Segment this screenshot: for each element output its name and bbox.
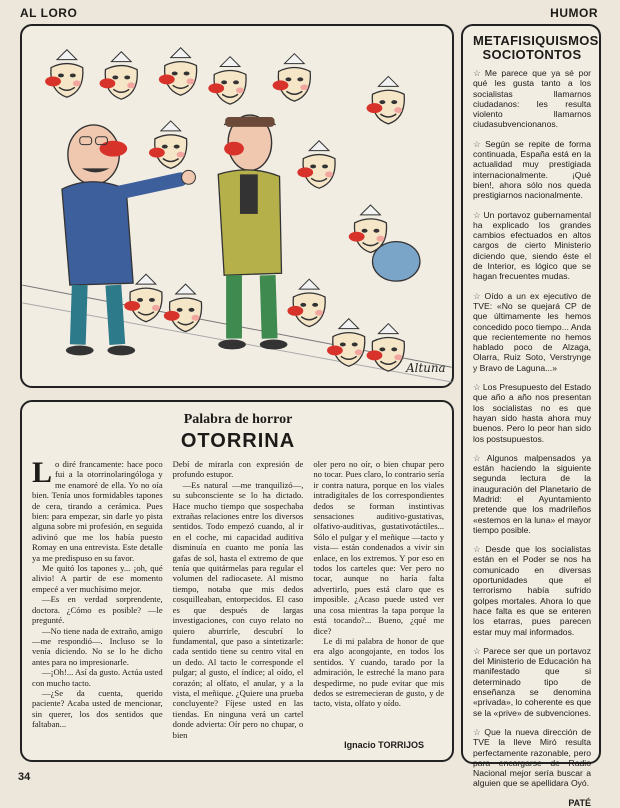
article-paragraph: —¡Oh!... Así da gusto. Actúa usted con mucho tacto. (32, 667, 163, 688)
sidebar-item: ☆ Algunos malpensados ya están haciendo la siguiente segunda lectura de la inauguración del Planetario de Madrid: el Ayuntamiento pretende que los madrileños «estemos en la luna» el mayor tiempo posible. (473, 452, 591, 535)
sidebar-title: METAFISIQUISMOS SOCIOTONTOS (473, 33, 599, 62)
sidebar-column (461, 24, 601, 808)
page-number: 34 (18, 771, 31, 783)
star-icon: ☆ (473, 544, 484, 555)
sidebar-item: ☆ Oído a un ex ejecutivo de TVE: «No se quejará CP de que últimamente les hemos concedido poco tiempo... Anda que recientemente no hemos hablado poco de Alzaga, Olarra, Ruiz Soto, Verstrynge y Bravo de Laguna...» (473, 290, 591, 373)
article-column-1 (32, 456, 163, 740)
article-paragraph: —No tiene nada de extraño, amigo —me respondió—. Incluso se lo venía diciendo. No se lo he dicho antes para no impresionarle. (32, 625, 163, 667)
sidebar-item: ☆ Según se repite de forma continuada, España está en la actualidad muy prestigiada internacionalmente. ¡Qué bien!, ahora sólo nos queda prestigiarnos nacionalmente. (473, 138, 591, 201)
article-paragraph: Le di mi palabra de honor de que era algo acongojante, en todos los sentidos. Y cuando, tarado por la admiración, le estreché la mano para despedirme, no pude evitar que mis dedos se estremecieran de gusto, y de tacto, vista, olfato y oído. (313, 635, 445, 709)
drop-cap: L (32, 456, 53, 489)
sidebar-item: ☆ Que la nueva dirección de TVE la lleve Miró resulta perfectamente razonable, pero para encargarse de Radio Nacional mejor sería buscar a alguien que se apellidara Oyó. (473, 726, 591, 789)
sidebar-item: ☆ Me parece que ya sé por qué les gusta tanto a los socialistas llamarnos ciudadanos: les resulta violento llamarnos ciudasubvencionanos. (473, 68, 591, 130)
article-columns (32, 456, 445, 740)
sidebar-item: ☆ Desde que los socialistas están en el Poder se nos ha comunicado en diversas oportunidades que el terrorismo había sufrido golpes mortales. Ahora lo que hace falta es que se enteren los etarras, pues parecen estar muy mal informados. (473, 544, 591, 637)
article-signature: Ignacio TORRIJOS (344, 740, 424, 750)
star-icon: ☆ (473, 290, 483, 301)
article-column-3 (313, 459, 444, 740)
cartoon-signature: Altuna (406, 361, 446, 376)
star-icon: ☆ (473, 68, 483, 78)
sidebar-signature: PATÉ (568, 797, 591, 808)
star-icon: ☆ (473, 138, 484, 149)
article-kicker: Palabra de horror (183, 412, 293, 427)
star-icon: ☆ (473, 209, 482, 220)
article-title: OTORRINA (180, 430, 296, 452)
section-label: AL LORO (20, 6, 78, 20)
article-box (20, 400, 454, 762)
star-icon: ☆ (473, 726, 483, 737)
sidebar-item: ☆ Los Presupuesto del Estado que año a año nos presentan los socialistas no es que hayan sido hasta ahora muy buenos. Pero lo peor han sido los postsupuestos. (473, 382, 591, 444)
article-paragraph: Me quitó los tapones y... ¡oh, qué alivio! A partir de ese momento empecé a ver muchísimo mejor. (32, 563, 163, 594)
star-icon: ☆ (473, 645, 482, 656)
section-label-humor: HUMOR (550, 6, 598, 20)
star-icon: ☆ (473, 452, 485, 463)
sidebar-item: ☆ Un portavoz gubernamental ha explicado los grandes cambios efectuados en altos cargos de cierto Ministerio diciendo que, siendo éste el de Interior, es lógico que se hagan frecuentes mudas. (473, 209, 591, 282)
article-paragraph: —¿Se da cuenta, querido paciente? Acaba usted de mencionar, sin querer, los dos sentidos que faltaban... (32, 687, 163, 730)
article-paragraph: —Es natural —me tranquilizó—, su subconsciente se lo ha dictado. Hace mucho tiempo que sospechaba extrañas relaciones entre los diversos sentidos. Todo empezó cuando, al ir en el coche, mi capacidad auditiva disminuía en cuanto me ponía las gafas de sol, hasta el extremo de que tenía que quitármelas para regular el volumen del radiocasete. Al mismo tiempo, notaba que mis dedos cosquilleaban, entorpecidos. El caso es que después de largas investigaciones, con cuyo relato no quiero aburrirle, descubrí lo fundamental, que paso a sintetizarle: cada sentido tiene su centro vital en un dedo. Al tacto le corresponde el pulgar; al gusto, el índice; al oído, el corazón; al olfato, el anular, y a la vista, el meñique. ¿Quiere una prueba concluyente? Fíjese usted en las tiendas. En ninguna verá un cartel donde advierta: Oír pero no chupar, o bien (172, 479, 304, 740)
sidebar-item: ☆ Parece ser que un portavoz del Ministerio de Educación ha manifestado que si determinado tipo de enseñanza se denomina «privada», lo coherente es que se la «prive» de subvenciones. (473, 645, 592, 718)
cartoon-panel (20, 24, 454, 388)
article-paragraph: —Es en verdad sorprendente, doctora. ¿Cómo es posible? —le pregunté. (32, 594, 163, 626)
article-paragraph: oler pero no oír, o bien chupar pero no tocar. Pues claro, lo contrario sería ir contra natura, porque en los viales intradigitales de los correspondientes dedos se forman instintivas sensaciones auditivo-gustativas, olfativo-auditivas, gustativotáctiles... Sólo el pulgar y el meñique —tacto y vista— están condenados a vivir sin enlace, en los extremos. Y por eso en todos los carteles que: Ver pero no tocar, aunque no haría falta advertirlo, pues está claro que es imposible. ¿Acaso puede usted ver una cosa mientras la tapa porque la está tocando?... Bueno, ¿qué me dice? (313, 459, 445, 636)
article-paragraph: Debí de mirarla con expresión de profundo estupor. (172, 459, 304, 480)
star-icon: ☆ (473, 382, 481, 393)
article-column-2 (173, 459, 304, 740)
man-right (218, 115, 287, 349)
cartoon-illustration (22, 26, 452, 386)
article-paragraph: Lo diré francamente: hace poco fui a la otorrinolaringóloga y me enamoré de ella. Yo no oía bien. Tenía unos formidables tapones de cera, tirando a cerámica. Pues bien: para empezar, sin darle yo pista alguna sobre mi profesión, en seguida adivinó que me los había puesto Romay en una entrevista. Este detalle ya me predispuso en su favor. (32, 456, 163, 563)
